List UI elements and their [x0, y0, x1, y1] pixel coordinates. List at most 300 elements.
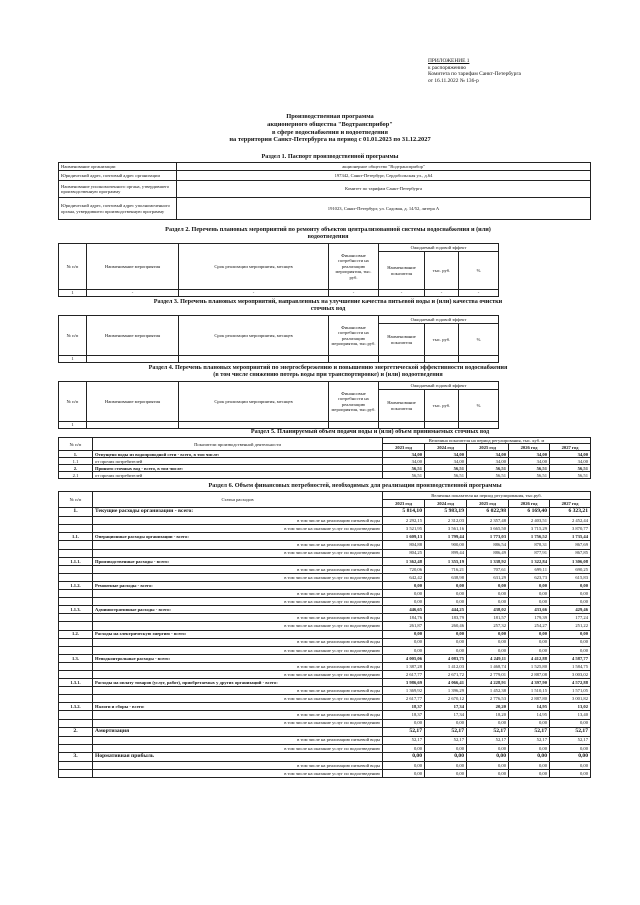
value-cell: 0,00: [425, 752, 467, 761]
col-header: %: [459, 324, 499, 356]
value-cell: 2 779,01: [467, 670, 509, 678]
row-number: [59, 573, 93, 581]
value-cell: 720,06: [383, 565, 425, 573]
value-cell: 615,83: [550, 573, 591, 581]
value-cell: 0,00: [550, 581, 591, 589]
value-cell: 0,00: [383, 752, 425, 761]
value-cell: 707,61: [467, 565, 509, 573]
value-cell: 52,17: [383, 727, 425, 736]
value-cell: 642,42: [383, 573, 425, 581]
value-cell: 257,32: [467, 622, 509, 630]
value-cell: 56,51: [383, 472, 425, 479]
table-row: [59, 451, 591, 458]
table-row: [59, 679, 591, 687]
value-cell: 13,02: [550, 703, 591, 711]
value-cell: 1 452,38: [467, 687, 509, 695]
row-number: [59, 517, 93, 525]
table-row: [59, 687, 591, 695]
year-header: 2025 год: [467, 444, 509, 451]
value-cell: 0,00: [509, 590, 550, 598]
title-line: Производственная программа: [286, 113, 374, 120]
passport-label: Наименование организации: [59, 163, 177, 171]
value-cell: 0,00: [550, 744, 591, 752]
year-header: 2027 год: [550, 444, 591, 451]
value-cell: 34,00: [467, 451, 509, 458]
row-label: в том числе на оказание услуг по водоотведению: [93, 695, 383, 703]
table-row: [59, 590, 591, 598]
row-label: в том числе на реализацию питьевой воды: [93, 565, 383, 573]
year-header: 2026 год: [509, 500, 550, 508]
table-row: [59, 719, 591, 727]
col-header: Ожидаемый годовой эффект: [379, 316, 499, 324]
section2-table: [58, 243, 499, 297]
title-line: в сфере водоснабжения и водоотведения: [272, 128, 388, 136]
passport-label: Юридический адрес, почтовый адрес организации: [59, 171, 177, 181]
value-cell: 183,79: [425, 614, 467, 622]
year-header: 2024 год: [425, 444, 467, 451]
annex-line: ПРИЛОЖЕНИЕ 1: [428, 58, 470, 64]
value-cell: 0,00: [467, 769, 509, 777]
table-row: [59, 492, 591, 500]
value-cell: 1 468,74: [467, 662, 509, 670]
col-header: Наименование показателя: [379, 390, 425, 422]
value-cell: 56,51: [550, 472, 591, 479]
row-number: 1.2.: [59, 630, 93, 638]
passport-value: акционерное общество "Водтрансприбор": [177, 163, 591, 171]
value-cell: 0,00: [550, 719, 591, 727]
value-cell: 20,20: [467, 703, 509, 711]
col-header: Наименование показателя: [379, 252, 425, 290]
table-row: [59, 290, 499, 297]
value-cell: 261,87: [383, 622, 425, 630]
value-cell: 1 387,28: [383, 662, 425, 670]
value-cell: 34,00: [509, 458, 550, 465]
col-header: Наименование мероприятия: [87, 244, 179, 290]
value-cell: 56,51: [425, 465, 467, 472]
row-label: Расходы на оплату товаров (услуг, работ), приобретаемых у других организаций - всего:: [93, 679, 383, 687]
section5-heading: Раздел 5. Планируемый объем подачи воды и (или) объем принимаемых сточных вод: [250, 428, 490, 435]
row-label: Отпущено воды из водопроводной сети - всего, в том числе:: [93, 451, 383, 458]
value-cell: 1 306,08: [550, 557, 591, 565]
value-cell: 0,00: [425, 598, 467, 606]
row-label: в том числе на реализацию питьевой воды: [93, 638, 383, 646]
table-row: [59, 646, 591, 654]
value-cell: 0,00: [425, 719, 467, 727]
value-cell: 877,91: [509, 549, 550, 557]
table-row: [59, 573, 591, 581]
value-cell: 0,00: [509, 630, 550, 638]
row-label: от прочих потребителей: [93, 472, 383, 479]
col-header: Показатели производственной деятельности: [93, 438, 383, 451]
row-label: Принято сточных вод - всего, в том числе:: [93, 465, 383, 472]
value-cell: 0,00: [425, 761, 467, 769]
row-number: [59, 622, 93, 630]
value-cell: 4 005,06: [383, 654, 425, 662]
value-cell: 0,00: [509, 646, 550, 654]
value-cell: 0,00: [550, 598, 591, 606]
value-cell: 0,00: [509, 719, 550, 727]
table-row: [59, 458, 591, 465]
value-cell: 804,88: [383, 541, 425, 549]
row-number: [59, 670, 93, 678]
value-cell: 0,00: [550, 630, 591, 638]
value-cell: 52,17: [509, 736, 550, 744]
row-number: [59, 761, 93, 769]
year-header: 2024 год: [425, 500, 467, 508]
table-row: [59, 711, 591, 719]
value-cell: 0,00: [509, 581, 550, 589]
value-cell: 4 228,91: [467, 679, 509, 687]
passport-value: Комитет по тарифам Санкт-Петербурга: [177, 181, 591, 198]
value-cell: 179,39: [509, 614, 550, 622]
value-cell: 52,17: [550, 736, 591, 744]
value-cell: 184,76: [383, 614, 425, 622]
row-number: 1.3.1.: [59, 679, 93, 687]
col-header: Величина показателя на период регулирования, тыс. куб. м: [383, 438, 591, 444]
value-cell: 0,00: [467, 581, 509, 589]
value-cell: 0,00: [383, 769, 425, 777]
passport-value: 197342, Санкт-Петербург, Сердобольская ул., д.64: [177, 171, 591, 181]
value-cell: 631,29: [467, 573, 509, 581]
section6-body: [59, 508, 591, 778]
row-number: 3.: [59, 752, 93, 761]
value-cell: 429,46: [550, 606, 591, 614]
value-cell: 2 617,77: [383, 695, 425, 703]
value-cell: 0,00: [467, 630, 509, 638]
section4-heading-line2: (в том числе снижению потерь воды при транспортировке) и (или) водоотведения: [213, 371, 443, 379]
row-number: [59, 549, 93, 557]
value-cell: 52,17: [425, 736, 467, 744]
value-cell: 1 396,29: [425, 687, 467, 695]
value-cell: 0,00: [467, 598, 509, 606]
row-label: Ремонтные расходы - всего:: [93, 581, 383, 589]
value-cell: 0,00: [550, 752, 591, 761]
table-row: [59, 171, 591, 181]
row-label: Операционные расходы организации - всего:: [93, 533, 383, 541]
table-row: [59, 438, 591, 444]
value-cell: 56,51: [509, 472, 550, 479]
value-cell: 0,00: [425, 769, 467, 777]
table-row: [59, 517, 591, 525]
value-cell: 867,85: [550, 549, 591, 557]
section5-table: [58, 437, 591, 479]
value-cell: 899,44: [425, 549, 467, 557]
table-row: [59, 465, 591, 472]
value-cell: 4 412,88: [509, 654, 550, 662]
value-cell: 3 715,29: [509, 525, 550, 533]
row-number: 1.1.1.: [59, 557, 93, 565]
section2-heading-line1: Раздел 2. Перечень плановых мероприятий по ремонту объектов централизованной системы водоснабжения и (или): [165, 226, 491, 233]
value-cell: 3 986,69: [383, 679, 425, 687]
value-cell: 2 776,53: [467, 695, 509, 703]
value-cell: 1 773,03: [467, 533, 509, 541]
row-number: 1: [59, 290, 87, 297]
value-cell: 13,40: [550, 711, 591, 719]
table-row: [59, 662, 591, 670]
value-cell: 52,17: [467, 736, 509, 744]
col-header: № п/п: [59, 244, 87, 290]
row-number: 1.1.2.: [59, 581, 93, 589]
col-header: тыс. руб.: [425, 390, 459, 422]
col-header: Наименование показателя: [379, 324, 425, 356]
value-cell: 1 369,92: [383, 687, 425, 695]
table-row: [59, 356, 499, 363]
document-title: [60, 113, 600, 144]
row-number: [59, 744, 93, 752]
value-cell: 3 003,02: [550, 670, 591, 678]
value-cell: 878,31: [509, 541, 550, 549]
row-label: Текущие расходы организации - всего:: [93, 508, 383, 517]
value-cell: 623,73: [509, 573, 550, 581]
value-cell: 0,00: [550, 646, 591, 654]
value-cell: 690,25: [550, 565, 591, 573]
annex-line: к распоряжению: [428, 64, 467, 71]
value-cell: 18,20: [467, 711, 509, 719]
col-header: Финансовые потребности на реализацию мероприятия, тыс.руб.: [329, 382, 379, 422]
passport-value: 191023, Санкт-Петербург, ул. Садовая, д. 14/52, литера А: [177, 198, 591, 220]
table-row: [59, 703, 591, 711]
annex-line: Комитета по тарифам Санкт-Петербурга: [428, 71, 521, 78]
col-header: Величина показателя на период регулирования, тыс.руб.: [383, 492, 591, 500]
row-label: в том числе на оказание услуг по водоотведению: [93, 670, 383, 678]
value-cell: 56,51: [383, 465, 425, 472]
value-cell: 1 510,15: [509, 687, 550, 695]
row-number: [59, 711, 93, 719]
row-number: [59, 736, 93, 744]
row-label: в том числе на оказание услуг по водоотведению: [93, 622, 383, 630]
table-row: [59, 695, 591, 703]
value-cell: 0,00: [425, 638, 467, 646]
table-row: [59, 727, 591, 736]
value-cell: 2 670,12: [425, 695, 467, 703]
value-cell: 254,27: [509, 622, 550, 630]
value-cell: 14,95: [509, 703, 550, 711]
col-header: Наименование мероприятия: [87, 316, 179, 356]
value-cell: 56,51: [467, 472, 509, 479]
col-header: Финансовые потребности на реализацию мероприятия, тыс. руб.: [329, 244, 379, 290]
row-number: 1.1.: [59, 533, 93, 541]
value-cell: 0,00: [425, 581, 467, 589]
passport-label: Наименование уполномоченного органа, утвердившего производственную программу: [59, 181, 177, 198]
row-number: 1.3.2.: [59, 703, 93, 711]
row-label: Неподконтрольные расходы - всего:: [93, 654, 383, 662]
section3-heading: [58, 298, 598, 313]
value-cell: 0,00: [383, 630, 425, 638]
row-number: 1.1: [59, 458, 93, 465]
row-number: 2.: [59, 727, 93, 736]
table-row: [59, 181, 591, 198]
value-cell: 18,37: [383, 703, 425, 711]
col-header: тыс. руб.: [425, 324, 459, 356]
value-cell: 0,00: [509, 769, 550, 777]
row-number: [59, 719, 93, 727]
value-cell: 52,17: [509, 727, 550, 736]
row-label: в том числе на реализацию питьевой воды: [93, 662, 383, 670]
value-cell: 0,00: [383, 598, 425, 606]
row-number: 2.: [59, 465, 93, 472]
value-cell: 260,46: [425, 622, 467, 630]
value-cell: 1 609,13: [383, 533, 425, 541]
table-row: [59, 198, 591, 220]
value-cell: 1 362,48: [383, 557, 425, 565]
value-cell: 1 756,52: [509, 533, 550, 541]
col-header: № п/п: [59, 316, 87, 356]
col-header: Статьи расходов: [93, 492, 383, 508]
row-label: Нормативная прибыль: [93, 752, 383, 761]
table-row: [59, 630, 591, 638]
table-row: [59, 761, 591, 769]
value-cell: 0,00: [383, 761, 425, 769]
table-row: [59, 752, 591, 761]
table-row: [59, 549, 591, 557]
table-row: [59, 622, 591, 630]
row-label: в том числе на оказание услуг по водоотведению: [93, 525, 383, 533]
value-cell: 34,00: [383, 451, 425, 458]
row-label: в том числе на реализацию питьевой воды: [93, 590, 383, 598]
value-cell: 0,00: [509, 638, 550, 646]
value-cell: 886,54: [467, 541, 509, 549]
section6-table: [58, 491, 591, 778]
value-cell: 4 083,75: [425, 654, 467, 662]
row-label: в том числе на оказание услуг по водоотведению: [93, 598, 383, 606]
value-cell: 0,00: [383, 646, 425, 654]
value-cell: 2 887,80: [509, 695, 550, 703]
row-label: в том числе на оказание услуг по водоотведению: [93, 549, 383, 557]
value-cell: 17,34: [425, 711, 467, 719]
row-number: [59, 687, 93, 695]
section1-table: [58, 162, 591, 220]
row-number: 2.1: [59, 472, 93, 479]
row-number: [59, 590, 93, 598]
section2-heading-line2: водоотведения: [307, 233, 349, 241]
table-row: [59, 508, 591, 517]
value-cell: 0,00: [467, 638, 509, 646]
table-row: [59, 769, 591, 777]
col-header: Срок реализации мероприятия, месяцев: [179, 316, 329, 356]
value-cell: 34,00: [425, 451, 467, 458]
value-cell: 4 397,90: [509, 679, 550, 687]
value-cell: 0,00: [509, 761, 550, 769]
row-label: в том числе на оказание услуг по водоотведению: [93, 646, 383, 654]
col-header: № п/п: [59, 382, 87, 422]
row-label: от прочих потребителей: [93, 458, 383, 465]
col-header: Ожидаемый годовой эффект: [379, 244, 499, 252]
value-cell: 2 403,51: [509, 517, 550, 525]
table-row: [59, 525, 591, 533]
value-cell: 14,95: [509, 711, 550, 719]
cell: -: [425, 290, 459, 297]
col-header: Финансовые потребности на реализацию мероприятия, тыс.руб.: [329, 316, 379, 356]
value-cell: 438,02: [467, 606, 509, 614]
col-header: %: [459, 390, 499, 422]
row-label: в том числе на оказание услуг по водоотведению: [93, 744, 383, 752]
value-cell: 716,21: [425, 565, 467, 573]
row-number: [59, 662, 93, 670]
value-cell: 0,00: [383, 719, 425, 727]
value-cell: 52,17: [467, 727, 509, 736]
table-row: [59, 614, 591, 622]
passport-label: Юридический адрес, почтовый адрес уполномоченного органа, утвердившего производственную программу: [59, 198, 177, 220]
year-header: 2023 год: [383, 500, 425, 508]
value-cell: 1 584,75: [550, 662, 591, 670]
title-line: акционерного общества "Водтрансприбор": [267, 120, 393, 128]
table-row: [59, 638, 591, 646]
value-cell: 3 521,95: [383, 525, 425, 533]
section5-body: [59, 451, 591, 479]
section3-heading-line2: сточных вод: [310, 305, 346, 313]
table-row: [59, 472, 591, 479]
value-cell: 804,25: [383, 549, 425, 557]
row-number: 1.3.: [59, 654, 93, 662]
table-row: [59, 541, 591, 549]
row-number: 1.: [59, 451, 93, 458]
year-header: 2027 год: [550, 500, 591, 508]
value-cell: 56,51: [509, 465, 550, 472]
row-label: Производственные расходы - всего:: [93, 557, 383, 565]
row-label: в том числе на реализацию питьевой воды: [93, 736, 383, 744]
value-cell: 2 887,08: [509, 670, 550, 678]
value-cell: 638,98: [425, 573, 467, 581]
table-row: [59, 598, 591, 606]
value-cell: 34,00: [550, 458, 591, 465]
row-label: в том числе на реализацию питьевой воды: [93, 761, 383, 769]
value-cell: 6 169,40: [509, 508, 550, 517]
cell: -: [459, 290, 499, 297]
value-cell: 0,00: [509, 752, 550, 761]
value-cell: 0,00: [467, 752, 509, 761]
cell: -: [379, 290, 425, 297]
value-cell: 433,66: [509, 606, 550, 614]
table-row: [59, 565, 591, 573]
value-cell: 56,51: [550, 465, 591, 472]
value-cell: 1 799,44: [425, 533, 467, 541]
row-label: в том числе на реализацию питьевой воды: [93, 614, 383, 622]
row-number: [59, 614, 93, 622]
section2-heading: [58, 226, 598, 241]
cell: -: [87, 290, 179, 297]
value-cell: 52,17: [550, 727, 591, 736]
value-cell: 3 665,50: [467, 525, 509, 533]
col-header: Наименование мероприятия: [87, 382, 179, 422]
table-row: [59, 606, 591, 614]
value-cell: 1 322,84: [509, 557, 550, 565]
value-cell: 5 983,19: [425, 508, 467, 517]
value-cell: 3 561,16: [425, 525, 467, 533]
table-row: [59, 670, 591, 678]
row-number: [59, 541, 93, 549]
value-cell: 4 572,88: [550, 679, 591, 687]
row-number: [59, 638, 93, 646]
value-cell: 699,11: [509, 565, 550, 573]
value-cell: 34,00: [509, 451, 550, 458]
value-cell: 0,00: [425, 744, 467, 752]
value-cell: 0,00: [383, 581, 425, 589]
section4-table: [58, 381, 499, 429]
table-row: [59, 557, 591, 565]
value-cell: 2 357,48: [467, 517, 509, 525]
row-label: в том числе на оказание услуг по водоотведению: [93, 719, 383, 727]
value-cell: 0,00: [550, 638, 591, 646]
row-number: [59, 769, 93, 777]
year-header: 2023 год: [383, 444, 425, 451]
cell: -: [179, 290, 329, 297]
value-cell: 2 671,72: [425, 670, 467, 678]
value-cell: 2 312,03: [425, 517, 467, 525]
row-label: в том числе на реализацию питьевой воды: [93, 541, 383, 549]
value-cell: 1 735,44: [550, 533, 591, 541]
value-cell: 6 323,21: [550, 508, 591, 517]
value-cell: 177,24: [550, 614, 591, 622]
